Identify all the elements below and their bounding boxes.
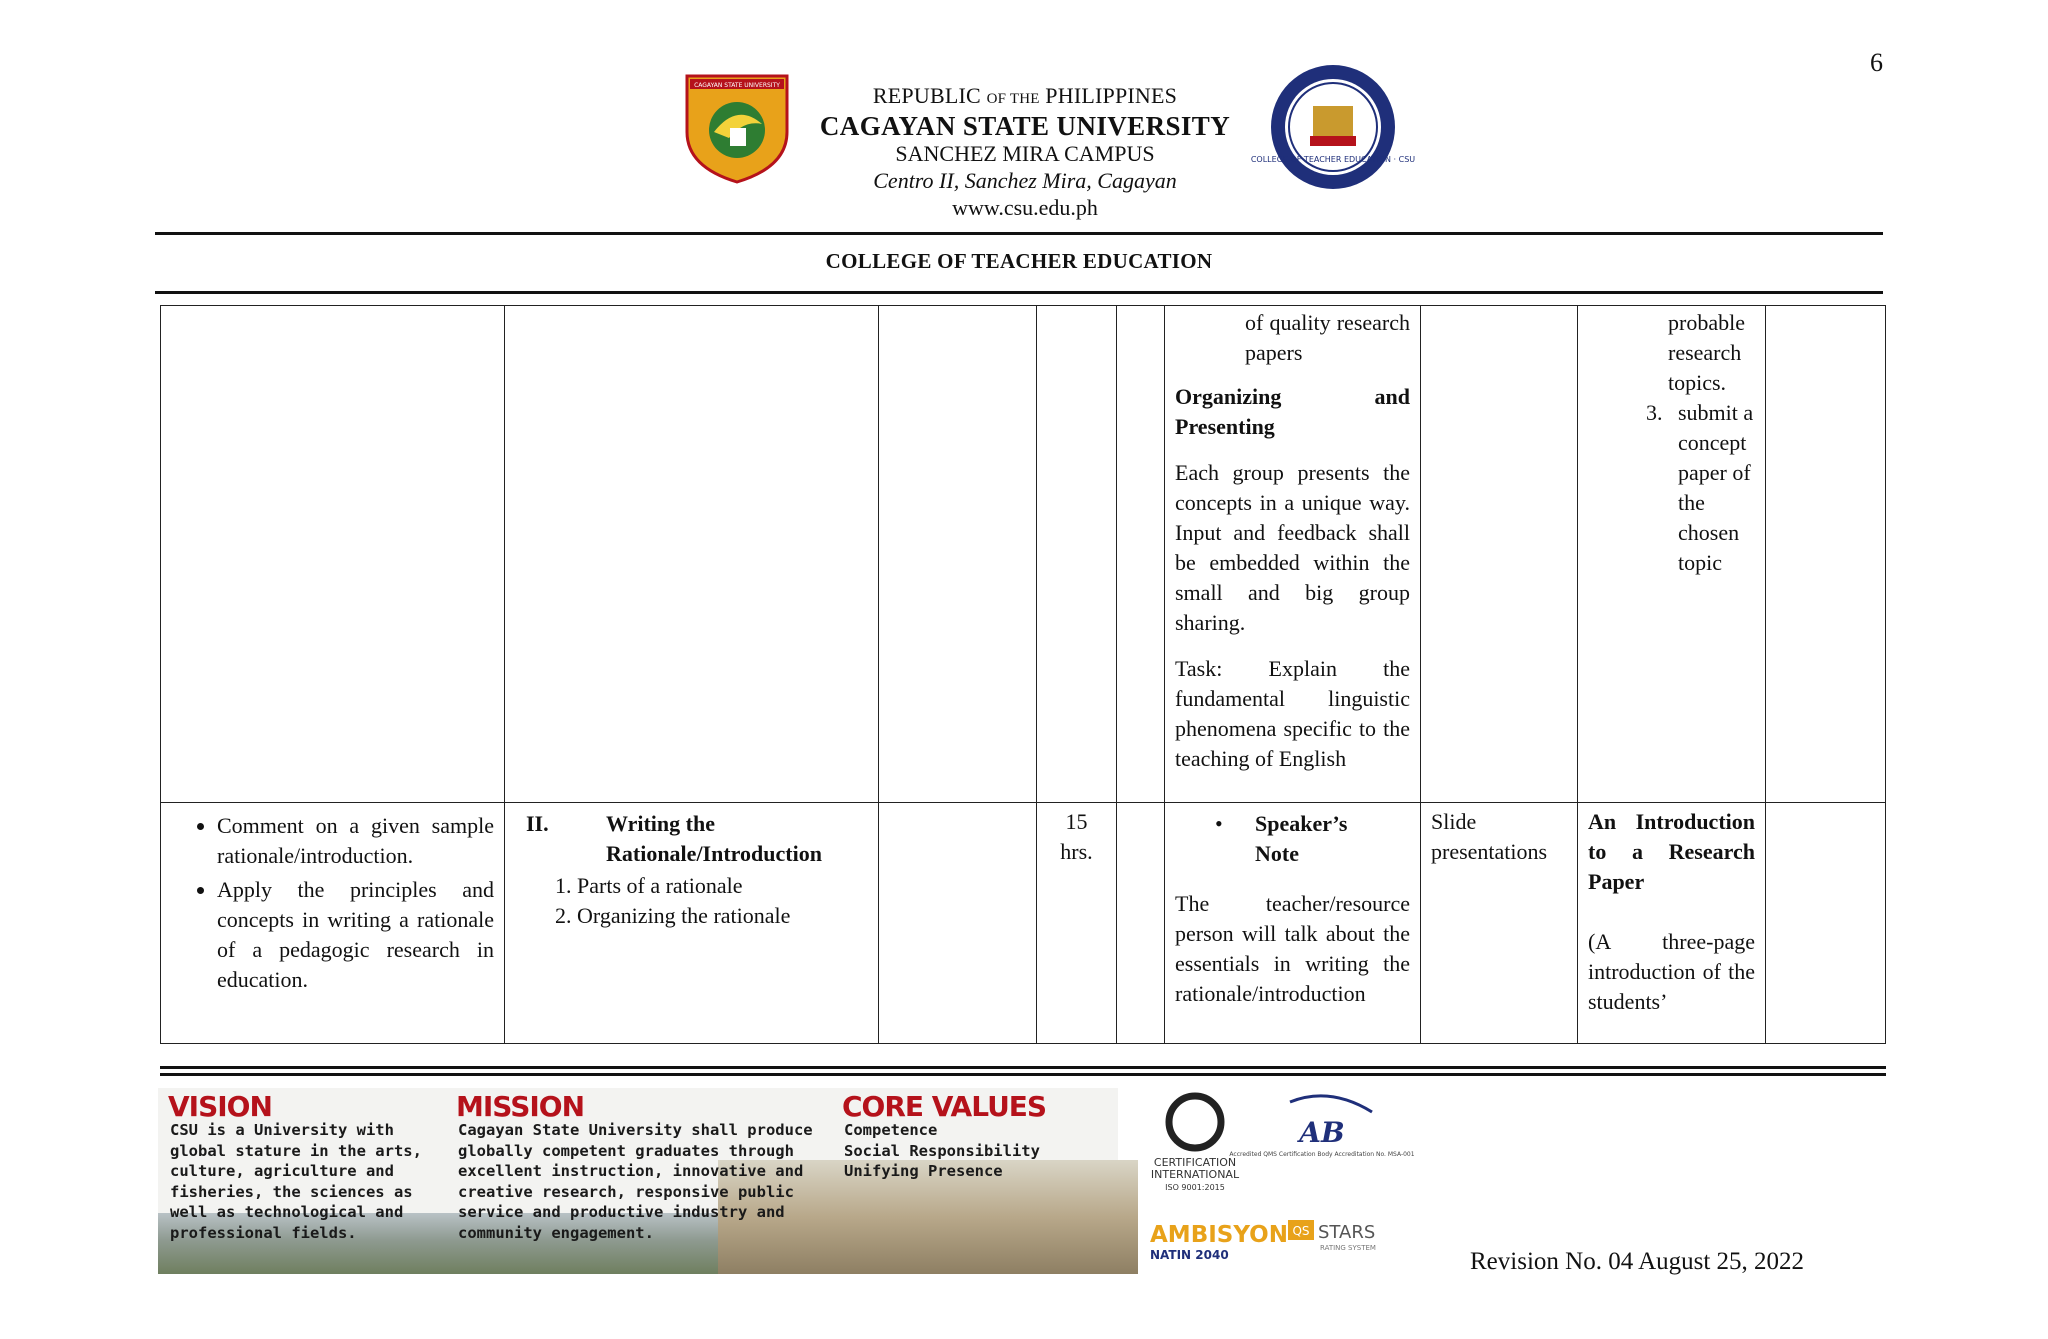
empty-cell xyxy=(879,306,1037,803)
footer-rule xyxy=(160,1066,1886,1069)
letterhead xyxy=(760,82,1290,221)
campus-address: Centro II, Sanchez Mira, Cagayan xyxy=(873,168,1177,193)
vision-mission-banner xyxy=(158,1088,1118,1274)
qs-badge: QS xyxy=(1292,1224,1310,1238)
topic-heading xyxy=(515,809,868,869)
topic-title-a: Writing the xyxy=(606,811,715,836)
ab-caption: Accredited QMS Certification Body Accreditation No. MSA-001 xyxy=(1229,1151,1415,1158)
list-item: 2. Organizing the rationale xyxy=(577,901,868,931)
logo-right-text: COLLEGE OF TEACHER EDUCATION · CSU xyxy=(1250,155,1416,164)
topic-numeral: II. xyxy=(526,811,549,836)
list-item: 3. submit a concept paper of the chosen topic xyxy=(1668,398,1755,578)
table-row xyxy=(161,306,1886,803)
resources-text: Slide presentations xyxy=(1431,809,1548,864)
activity-tail: of quality research papers xyxy=(1245,310,1410,365)
activity-bullet-b: Note xyxy=(1255,841,1299,866)
republic-line: REPUBLIC OF THE PHILIPPINES xyxy=(872,83,1178,108)
remarks-cell xyxy=(1766,306,1886,803)
outcomes-cell xyxy=(161,803,505,1044)
header-rule-2 xyxy=(155,291,1883,294)
task-text: Task: Explain the fundamental linguistic phenomena specific to the teaching of English xyxy=(1175,656,1410,771)
ambisyon-logo: AMBISYON xyxy=(1150,1222,1288,1248)
resources-cell xyxy=(1421,306,1578,803)
website: www.csu.edu.ph xyxy=(952,195,1098,220)
page-number: 6 xyxy=(1870,48,1883,77)
outcomes-list xyxy=(171,811,494,995)
core-values-list: Competence Social Responsibility Unifying Presence xyxy=(844,1121,1040,1180)
mission-title: MISSION xyxy=(456,1090,585,1123)
natin-2040: NATIN 2040 xyxy=(1150,1248,1229,1262)
vision-text: CSU is a University with global stature in the arts, culture, agriculture and fisheries, the sciences as well as technological and professional fields. xyxy=(170,1121,422,1242)
output-tail: probable research topics. xyxy=(1668,310,1745,395)
course-plan-table xyxy=(160,305,1886,1044)
activity-bullet-a: Speaker’s xyxy=(1255,811,1348,836)
university-name: CAGAYAN STATE UNIVERSITY xyxy=(819,111,1231,141)
cert-iso: ISO 9001:2015 xyxy=(1165,1183,1225,1192)
campus-name: SANCHEZ MIRA CAMPUS xyxy=(895,141,1155,166)
output-cell xyxy=(1578,803,1766,1044)
ab-logo: AB xyxy=(1299,1116,1345,1149)
hours-cell xyxy=(1037,803,1117,1044)
hours-unit: hrs. xyxy=(1060,839,1093,864)
hours-cell xyxy=(1037,306,1117,803)
output-cell xyxy=(1578,306,1766,803)
org-heading: Organizing and Presenting xyxy=(1175,384,1410,439)
core-values-title: CORE VALUES xyxy=(842,1090,1047,1123)
org-text: Each group presents the concepts in a unique way. Input and feedback shall be embedded within the small and big group sharing. xyxy=(1175,460,1410,635)
list-item: • Apply the principles and concepts in writing a rationale of a pedagogic research in education. xyxy=(217,875,494,995)
activities-cell xyxy=(1165,803,1421,1044)
cte-seal-logo xyxy=(1250,62,1416,192)
activity-text: The teacher/resource person will talk about the essentials in writing the rationale/introduction xyxy=(1175,891,1410,1006)
output-list xyxy=(1588,398,1755,578)
outcomes-cell xyxy=(161,306,505,803)
topics-cell xyxy=(505,803,879,1044)
activities-cell xyxy=(1165,306,1421,803)
activity-bullet: • Speaker’s Note xyxy=(1175,809,1410,871)
topic-title-b: Rationale/Introduction xyxy=(606,841,822,866)
empty-cell xyxy=(879,803,1037,1044)
header-rule xyxy=(155,232,1883,235)
output-text: (A three-page introduction of the students’ xyxy=(1588,929,1755,1014)
topics-cell xyxy=(505,306,879,803)
college-title: COLLEGE OF TEACHER EDUCATION xyxy=(825,249,1213,273)
list-item: • Comment on a given sample rationale/introduction. xyxy=(217,811,494,871)
output-title: An Introduction to a Research Paper xyxy=(1588,809,1755,894)
remarks-cell xyxy=(1766,803,1886,1044)
table-row xyxy=(161,803,1886,1044)
hours-value: 15 xyxy=(1065,809,1088,834)
cert-name-a: CERTIFICATION xyxy=(1153,1156,1237,1169)
certification-logos xyxy=(1140,1090,1415,1275)
mission-text: Cagayan State University shall produce globally competent graduates through excellent instruction, innovative and creative research, responsive public service and productive industry and community engagement. xyxy=(458,1121,813,1242)
empty-cell xyxy=(1117,803,1165,1044)
vision-title: VISION xyxy=(168,1090,272,1123)
revision-note: Revision No. 04 August 25, 2022 xyxy=(1470,1248,1805,1275)
stars-caption: RATING SYSTEM xyxy=(1320,1244,1376,1252)
cert-name-b: INTERNATIONAL xyxy=(1150,1168,1240,1181)
footer-rule-2 xyxy=(160,1073,1886,1076)
subtopic-list xyxy=(515,871,868,931)
empty-cell xyxy=(1117,306,1165,803)
resources-cell xyxy=(1421,803,1578,1044)
logo-left-text: CAGAYAN STATE UNIVERSITY xyxy=(694,82,780,89)
list-item: 1. Parts of a rationale xyxy=(577,871,868,901)
stars-logo: STARS xyxy=(1318,1222,1376,1243)
